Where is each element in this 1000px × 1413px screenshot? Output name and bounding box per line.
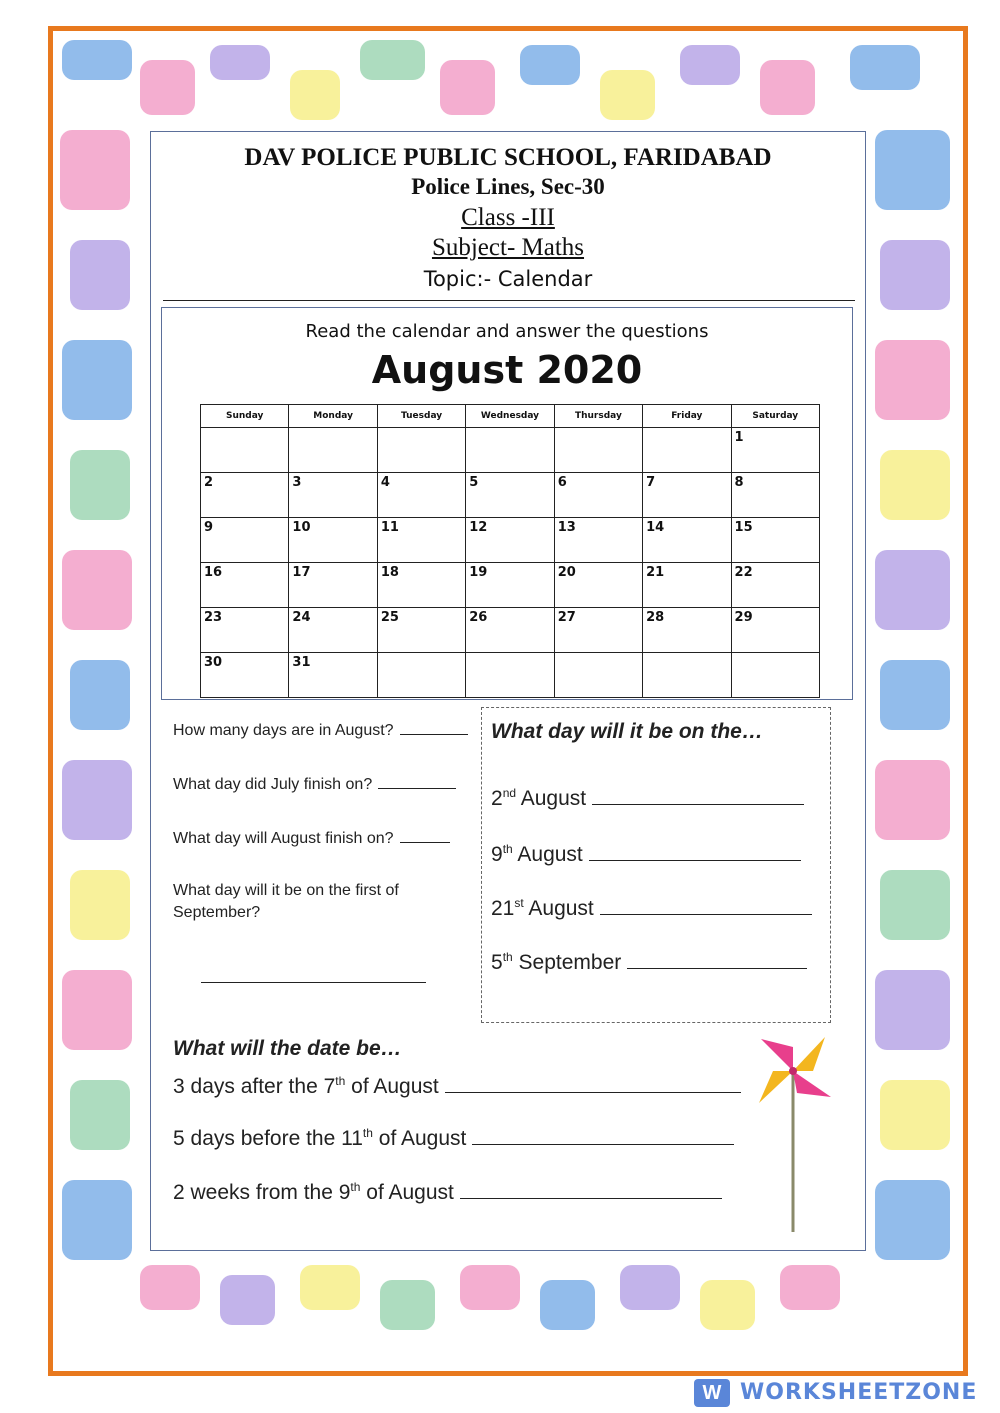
date-cell bbox=[731, 653, 819, 698]
date-cell: 22 bbox=[731, 563, 819, 608]
date-cell: 30 bbox=[201, 653, 289, 698]
header-divider bbox=[163, 300, 855, 301]
date-cell: 18 bbox=[377, 563, 465, 608]
topic-label: Topic:- Calendar bbox=[423, 267, 593, 291]
date-cell bbox=[289, 428, 377, 473]
weekday-header: Sunday bbox=[201, 405, 289, 428]
answer-blank[interactable] bbox=[400, 842, 450, 843]
date-cell: 31 bbox=[289, 653, 377, 698]
calendar-week-row bbox=[201, 428, 820, 473]
answer-blank[interactable] bbox=[627, 968, 807, 969]
weekday-question-item: 2nd August bbox=[491, 786, 804, 811]
pinwheel-icon bbox=[751, 1027, 839, 1237]
weekday-question-item: 21st August bbox=[491, 896, 812, 921]
answer-blank[interactable] bbox=[600, 914, 812, 915]
worksheetzone-brand: WORKSHEETZONE bbox=[740, 1380, 978, 1405]
date-cell bbox=[466, 653, 554, 698]
calendar-panel bbox=[161, 307, 853, 700]
date-cell: 25 bbox=[377, 608, 465, 653]
date-cell: 11 bbox=[377, 518, 465, 563]
date-cell: 16 bbox=[201, 563, 289, 608]
date-cell: 3 bbox=[289, 473, 377, 518]
date-cell: 20 bbox=[554, 563, 642, 608]
date-cell: 4 bbox=[377, 473, 465, 518]
calendar-week-row bbox=[201, 563, 820, 608]
date-cell: 26 bbox=[466, 608, 554, 653]
date-cell bbox=[377, 428, 465, 473]
date-cell: 21 bbox=[643, 563, 731, 608]
answer-blank[interactable] bbox=[378, 788, 456, 789]
class-label: Class -III bbox=[461, 204, 555, 231]
question-july-finish bbox=[173, 776, 456, 794]
date-cell: 24 bbox=[289, 608, 377, 653]
school-name: DAV POLICE PUBLIC SCHOOL, FARIDABAD bbox=[244, 144, 772, 171]
date-section-title: What will the date be… bbox=[173, 1037, 402, 1060]
date-cell: 10 bbox=[289, 518, 377, 563]
worksheetzone-logo-icon: W bbox=[694, 1379, 730, 1407]
answer-blank[interactable] bbox=[445, 1092, 741, 1093]
date-cell: 2 bbox=[201, 473, 289, 518]
date-cell: 14 bbox=[643, 518, 731, 563]
date-cell: 19 bbox=[466, 563, 554, 608]
box-title: What day will it be on the… bbox=[491, 720, 763, 743]
date-cell: 13 bbox=[554, 518, 642, 563]
date-cell: 5 bbox=[466, 473, 554, 518]
calendar-grid bbox=[200, 404, 820, 698]
question-text: What day will it be on the first of bbox=[173, 882, 399, 899]
question-days-in-august bbox=[173, 722, 468, 740]
date-cell bbox=[201, 428, 289, 473]
answer-blank[interactable] bbox=[460, 1198, 722, 1199]
weekday-question-item: 9th August bbox=[491, 842, 801, 867]
weekday-header: Friday bbox=[643, 405, 731, 428]
date-cell: 28 bbox=[643, 608, 731, 653]
calendar-week-row bbox=[201, 518, 820, 563]
subject-label: Subject- Maths bbox=[431, 234, 585, 261]
question-text: How many days are in August? bbox=[173, 722, 394, 739]
date-cell: 15 bbox=[731, 518, 819, 563]
answer-blank[interactable] bbox=[589, 860, 801, 861]
school-address: Police Lines, Sec-30 bbox=[411, 174, 605, 199]
date-cell bbox=[466, 428, 554, 473]
answer-blank[interactable] bbox=[400, 734, 468, 735]
weekday-question-item: 5th September bbox=[491, 950, 807, 975]
answer-blank[interactable] bbox=[472, 1144, 734, 1145]
question-text: What day will August finish on? bbox=[173, 830, 394, 847]
calendar-week-row bbox=[201, 608, 820, 653]
weekday-question-box bbox=[481, 707, 831, 1023]
answer-blank[interactable] bbox=[592, 804, 804, 805]
date-cell bbox=[377, 653, 465, 698]
weekday-header: Wednesday bbox=[466, 405, 554, 428]
date-cell: 1 bbox=[731, 428, 819, 473]
weekday-header: Monday bbox=[289, 405, 377, 428]
date-cell bbox=[554, 428, 642, 473]
date-question-item: 2 weeks from the 9th of August bbox=[173, 1180, 722, 1205]
date-question-item: 5 days before the 11th of August bbox=[173, 1126, 734, 1151]
weekday-header-row bbox=[201, 405, 820, 428]
date-question-item: 3 days after the 7th of August bbox=[173, 1074, 741, 1099]
date-cell: 9 bbox=[201, 518, 289, 563]
weekday-header: Tuesday bbox=[377, 405, 465, 428]
date-cell: 6 bbox=[554, 473, 642, 518]
date-cell: 7 bbox=[643, 473, 731, 518]
worksheetzone-watermark bbox=[694, 1379, 994, 1407]
date-cell bbox=[554, 653, 642, 698]
question-text: September? bbox=[173, 904, 261, 921]
date-cell bbox=[643, 428, 731, 473]
calendar-week-row bbox=[201, 473, 820, 518]
weekday-header: Thursday bbox=[554, 405, 642, 428]
date-cell bbox=[643, 653, 731, 698]
question-text: What day did July finish on? bbox=[173, 776, 373, 793]
instruction-text: Read the calendar and answer the questions bbox=[305, 321, 709, 342]
date-cell: 17 bbox=[289, 563, 377, 608]
weekday-header: Saturday bbox=[731, 405, 819, 428]
date-cell: 29 bbox=[731, 608, 819, 653]
calendar-month-title: August 2020 bbox=[371, 348, 643, 392]
question-first-of-september bbox=[173, 882, 399, 922]
question-august-finish bbox=[173, 830, 450, 848]
answer-blank[interactable] bbox=[201, 982, 426, 983]
date-cell: 12 bbox=[466, 518, 554, 563]
date-cell: 27 bbox=[554, 608, 642, 653]
worksheet bbox=[150, 131, 866, 1251]
calendar-week-row bbox=[201, 653, 820, 698]
date-cell: 23 bbox=[201, 608, 289, 653]
date-cell: 8 bbox=[731, 473, 819, 518]
